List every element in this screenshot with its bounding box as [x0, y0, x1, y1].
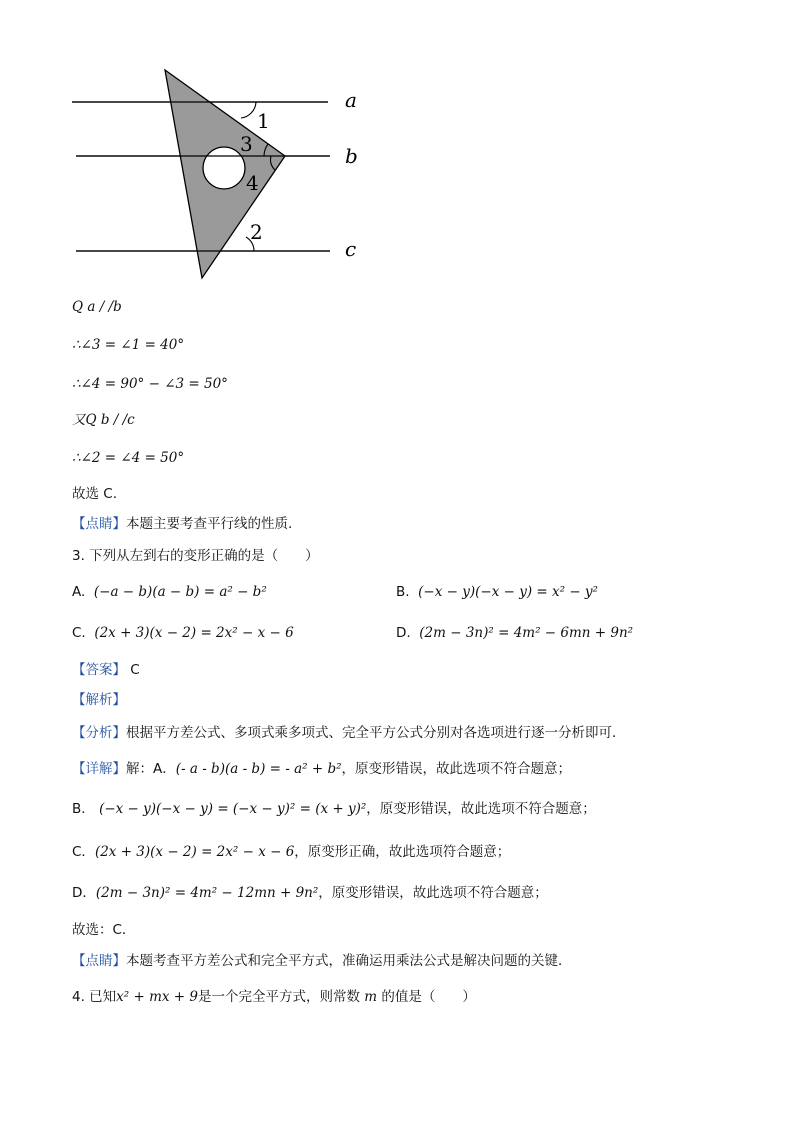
q4-stem-var: m — [364, 989, 378, 1005]
q3-jiexi-tag: 【解析】 — [72, 692, 126, 708]
q3-xiangjie-b — [72, 800, 596, 818]
angle-1-arc — [241, 102, 256, 118]
line-b-label: b — [345, 144, 358, 168]
q3-option-a-expr: (−a − b)(a − b) = a² − b² — [93, 584, 267, 600]
q3-xiangjie-d-expr: (2m − 3n)² = 4m² − 12mn + 9n² — [95, 885, 319, 901]
q3-option-b-label: B. — [396, 584, 410, 600]
angle-1-label: 1 — [257, 109, 270, 133]
q3-option-b-expr: (−x − y)(−x − y) = x² − y² — [418, 584, 598, 600]
q3-option-b — [396, 583, 598, 601]
line-c-label: c — [345, 237, 357, 261]
q3-option-a-label: A. — [72, 584, 86, 600]
q4-stem-mid: 是一个完全平方式，则常数 — [198, 989, 360, 1005]
q3-xiangjie-a-suffix: ，原变形错误，故此选项不符合题意； — [341, 761, 571, 777]
q3-xiangjie-d — [72, 884, 548, 902]
q3-xiangjie-c-expr: (2x + 3)(x − 2) = 2x² − x − 6 — [94, 844, 295, 860]
dianjing-1 — [72, 515, 292, 533]
q3-xiangjie-d-suffix: ，原变形错误，故此选项不符合题意； — [318, 885, 548, 901]
dianjing-1-tag: 【点睛】 — [72, 516, 126, 532]
q3-xiangjie-tag: 【详解】 — [72, 761, 126, 777]
q3-fenxi-tag: 【分析】 — [72, 725, 126, 741]
q3-stem: 3. 下列从左到右的变形正确的是（ ） — [72, 548, 319, 564]
angle-4-label: 4 — [246, 171, 259, 195]
proof-line-4: 又Q b / /c — [72, 412, 135, 428]
q4-stem — [72, 988, 476, 1006]
q3-dianjing — [72, 952, 572, 970]
line-a-label: a — [345, 88, 357, 112]
q3-xiangjie-c-suffix: ，原变形正确，故此选项符合题意； — [294, 844, 511, 860]
q3-xiangjie-b-expr: (−x − y)(−x − y) = (−x − y)² = (x + y)² — [99, 801, 367, 817]
q3-xiangjie-a-prefix: 解：A． — [126, 761, 176, 777]
q3-fenxi — [72, 724, 626, 742]
q3-xiangjie-b-prefix: B． — [72, 801, 95, 817]
angle-3-label: 3 — [240, 132, 253, 156]
ruler-hole — [203, 147, 245, 189]
q3-option-c-expr: (2x + 3)(x − 2) = 2x² − x − 6 — [94, 625, 294, 641]
q3-option-d — [396, 624, 633, 642]
q3-option-c — [72, 624, 294, 642]
q3-conclusion: 故选：C． — [72, 922, 136, 938]
q3-option-a — [72, 583, 267, 601]
proof-line-2: ∴∠3 = ∠1 = 40° — [72, 337, 185, 353]
proof-line-1: Q a / /b — [72, 299, 122, 315]
q4-stem-pre: 4. 已知 — [72, 989, 117, 1005]
q3-xiangjie-c-prefix: C． — [72, 844, 95, 860]
q3-answer-value: C — [130, 662, 140, 678]
q3-xiangjie-a — [72, 760, 571, 778]
proof-line-3: ∴∠4 = 90° − ∠3 = 50° — [72, 376, 228, 392]
dianjing-1-text: 本题主要考查平行线的性质. — [126, 516, 293, 532]
q3-answer-tag: 【答案】 — [72, 662, 126, 678]
q3-xiangjie-a-expr: (- a - b)(a - b) = - a² + b² — [175, 761, 342, 777]
q4-stem-post: 的值是（ ） — [381, 989, 476, 1005]
q3-fenxi-text: 根据平方差公式、多项式乘多项式、完全平方公式分别对各选项进行逐一分析即可． — [126, 725, 626, 741]
proof-line-5: ∴∠2 = ∠4 = 50° — [72, 450, 185, 466]
q3-dianjing-tag: 【点睛】 — [72, 953, 126, 969]
angle-2-label: 2 — [250, 220, 263, 244]
q3-xiangjie-b-suffix: ，原变形错误，故此选项不符合题意； — [366, 801, 596, 817]
q3-answer — [72, 661, 140, 679]
q3-xiangjie-d-prefix: D． — [72, 885, 96, 901]
q3-xiangjie-c — [72, 843, 510, 861]
q3-option-d-expr: (2m − 3n)² = 4m² − 6mn + 9n² — [419, 625, 634, 641]
q3-option-d-label: D. — [396, 625, 411, 641]
q4-stem-expr: x² + mx + 9 — [116, 989, 198, 1005]
q3-option-c-label: C. — [72, 625, 86, 641]
q3-dianjing-text: 本题考查平方差公式和完全平方式，准确运用乘法公式是解决问题的关键． — [126, 953, 572, 969]
geometry-figure — [60, 60, 380, 290]
proof-conclusion: 故选 C. — [72, 486, 118, 502]
